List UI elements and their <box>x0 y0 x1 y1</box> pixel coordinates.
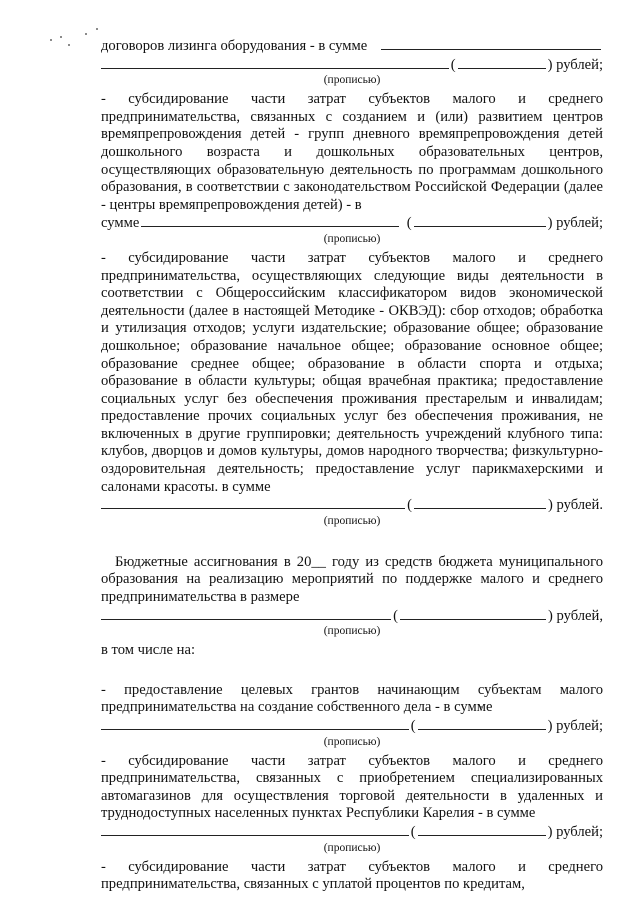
amount-words-blank <box>101 56 449 69</box>
caption-in-words: (прописью) <box>323 841 381 854</box>
paragraph: в том числе на: <box>101 642 196 659</box>
caption-in-words: (прописью) <box>323 74 381 87</box>
amount-words-blank <box>101 607 391 620</box>
scan-speck <box>68 44 70 46</box>
sum-line: ( ) рублей; <box>101 823 603 842</box>
caption-in-words: (прописью) <box>323 514 381 527</box>
sum-line: ( ) рублей; <box>101 56 603 75</box>
amount-words-blank <box>101 717 409 730</box>
scan-speck <box>60 36 62 38</box>
currency-label: ) рублей. <box>548 497 603 514</box>
document-page <box>101 37 603 894</box>
caption-in-words: (прописью) <box>323 232 381 245</box>
amount-words-blank <box>141 214 398 227</box>
amount-words-blank <box>101 823 409 836</box>
scan-speck <box>85 33 87 35</box>
paragraph: - субсидирование части затрат субъектов малого и среднего предпринимательства, связанных с созданием и (или) развитием центров времяпрепровождения детей - групп дневного времяпрепровождения детей дошкольного возраста и дошкольных образовательных центров, осуществляющих образовательную деятельность по программам дошкольного образования, в соответствии с законодательством Российской Федерации (далее - центры времяпрепровождения детей) - в <box>101 91 603 213</box>
amount-digits-blank <box>400 607 546 620</box>
caption-in-words: (прописью) <box>323 625 381 638</box>
amount-blank <box>381 37 601 50</box>
currency-label: ) рублей; <box>547 215 603 232</box>
amount-digits-blank <box>414 214 546 227</box>
paragraph: Бюджетные ассигнования в 20__ году из средств бюджета муниципального образования на реализацию мероприятий по поддержке малого и среднего предпринимательства в размере <box>101 553 603 606</box>
amount-digits-blank <box>458 56 546 69</box>
sum-line: ( ) рублей; <box>101 717 603 736</box>
currency-label: ) рублей, <box>548 607 603 624</box>
sum-line <box>101 37 603 56</box>
currency-label: ) рублей; <box>547 823 603 840</box>
paragraph: - субсидирование части затрат субъектов малого и среднего предпринимательства, связанных с уплатой процентов по кредитам, <box>101 858 603 893</box>
sum-line: сумме ( ) рублей; <box>101 215 603 232</box>
amount-words-blank <box>101 496 405 509</box>
paragraph-text: договоров лизинга оборудования - в сумме <box>101 38 368 54</box>
paragraph: - субсидирование части затрат субъектов малого и среднего предпринимательства, осуществляющих следующие виды деятельности в соответствии с Общероссийским классификатором видов экономической деятельности (далее в настоящей Методике - ОКВЭД): сбор отходов; обработка и утилизация отходов; услуги издательские; образование общее; образование дошкольное; образование начальное общее; образование основное общее; образование среднее общее; образование в области спорта и отдыха; образование в области культуры; общая врачебная практика; предоставление социальных услуг без обеспечения проживания престарелым и инвалидам; предоставление прочих социальных услуг без обеспечения проживания, не включенных в другие группировки; деятельность учреждений клубного типа: клубов, дворцов и домов культуры, домов народного творчества; физкультурно-оздоровительная деятельность; предоставление услуг парикмахерскими и салонами красоты. в сумме <box>101 249 603 495</box>
sum-label: сумме <box>101 215 140 232</box>
scan-speck <box>50 39 52 41</box>
amount-digits-blank <box>418 823 546 836</box>
paragraph: - субсидирование части затрат субъектов малого и среднего предпринимательства, связанных с приобретением специализированных автомагазинов для осуществления торговой деятельности в удаленных и труднодоступных населенных пунктах Республики Карелия - в сумме <box>101 752 603 822</box>
scan-speck <box>96 28 98 30</box>
currency-label: ) рублей; <box>547 718 603 734</box>
caption-in-words: (прописью) <box>323 735 381 748</box>
amount-digits-blank <box>418 717 546 730</box>
currency-label: ) рублей; <box>547 56 603 73</box>
paragraph: - предоставление целевых грантов начинающим субъектам малого предпринимательства на создание собственного дела - в сумме <box>101 681 603 716</box>
amount-digits-blank <box>414 496 546 509</box>
sum-line: ( ) рублей. <box>101 496 603 515</box>
sum-line: ( ) рублей, <box>101 607 603 626</box>
